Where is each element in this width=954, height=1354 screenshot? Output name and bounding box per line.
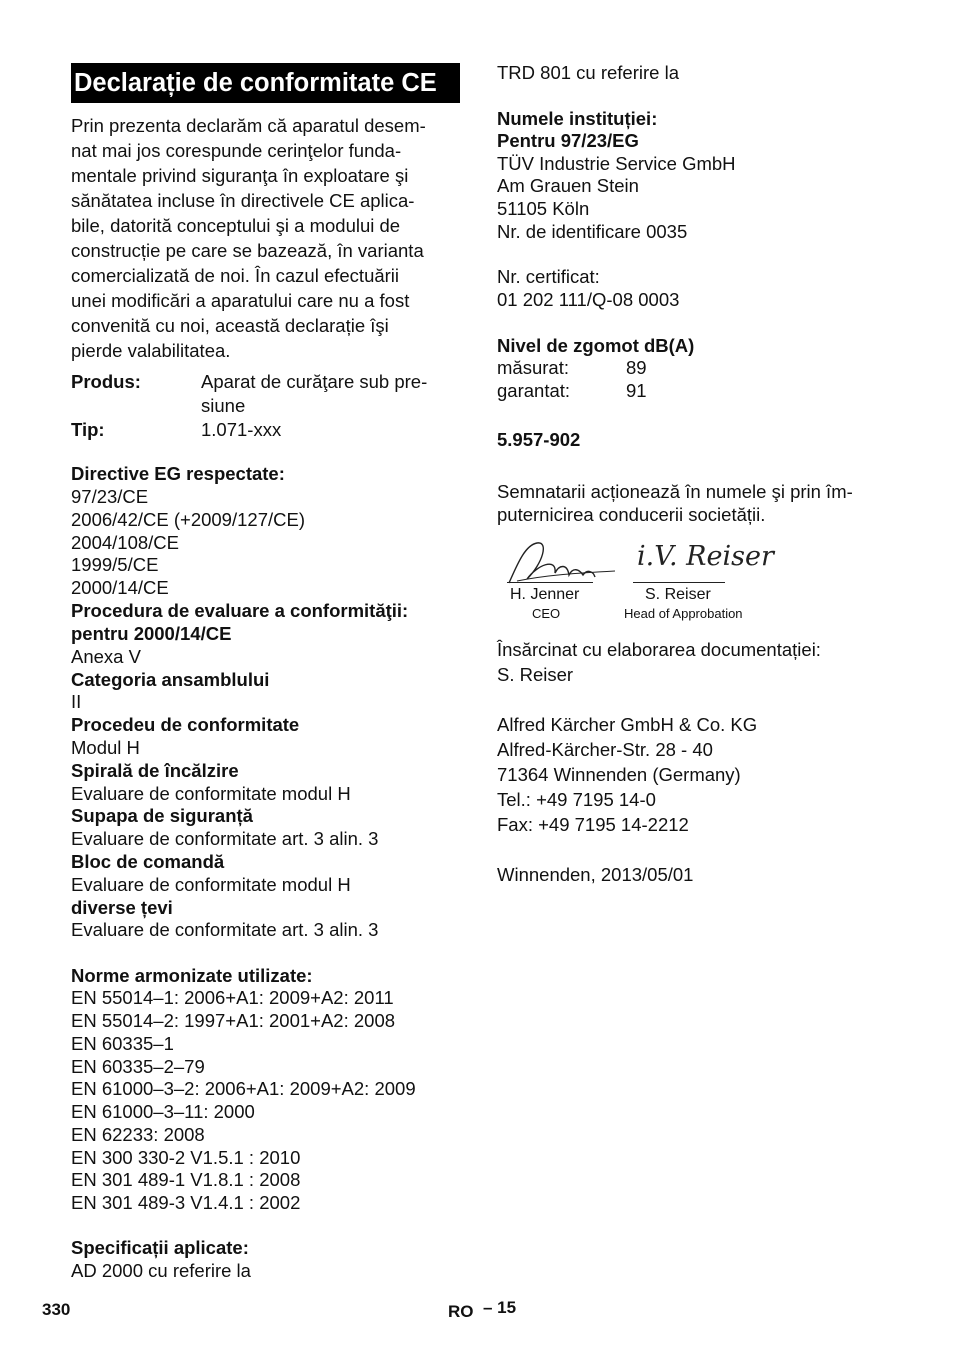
text-line: Winnenden, 2013/05/01: [497, 864, 694, 885]
product-value: [201, 370, 461, 418]
intro-line: pierde valabilitatea.: [71, 340, 231, 361]
text-line: Modul H: [71, 737, 140, 758]
text-line: AD 2000 cu referire la: [71, 1260, 251, 1281]
text-line: TRD 801 cu referire la: [497, 62, 679, 83]
text-line: TÜV Industrie Service GmbH: [497, 153, 736, 174]
signature-name-left: H. Jenner: [510, 586, 580, 603]
text-line: Alfred-Kärcher-Str. 28 - 40: [497, 739, 713, 760]
noise-guaranteed-value: 91: [626, 380, 647, 401]
type-label: Tip:: [71, 419, 105, 440]
section-heading: Pentru 97/23/EG: [497, 130, 639, 151]
product-value-line: Aparat de curăţare sub pre-: [201, 371, 428, 392]
section-page-number: – 15: [483, 1298, 517, 1317]
text-line: 51105 Köln: [497, 198, 590, 219]
text-line: Am Grauen Stein: [497, 175, 639, 196]
text-line: Alfred Kärcher GmbH & Co. KG: [497, 714, 758, 735]
text-line: II: [71, 691, 82, 712]
intro-line: comercializată de noi. În cazul efectuării: [71, 265, 400, 286]
section-heading: Nivel de zgomot dB(A): [497, 335, 695, 356]
page-number: 330: [42, 1300, 71, 1319]
text-line: EN 61000–3–2: 2006+A1: 2009+A2: 2009: [71, 1078, 416, 1099]
signature-line-left: [507, 582, 593, 583]
section-heading: Norme armonizate utilizate:: [71, 965, 313, 986]
intro-line: bile, datorită conceptului şi a modului de: [71, 215, 401, 236]
section-heading: Directive EG respectate:: [71, 463, 285, 484]
text-line: EN 62233: 2008: [71, 1124, 205, 1145]
intro-line: convenită cu noi, această declarație îşi: [71, 315, 389, 336]
signature-block: [497, 535, 917, 625]
product-label: Produs:: [71, 371, 141, 392]
text-line: Nr. certificat:: [497, 266, 600, 287]
intro-line: Prin prezenta declarăm că aparatul desem-: [71, 115, 426, 136]
text-line: 01 202 111/Q-08 0003: [497, 289, 680, 310]
section-heading: Bloc de comandă: [71, 851, 225, 872]
type-value: 1.071-xxx: [201, 419, 282, 440]
section-heading: pentru 2000/14/CE: [71, 623, 232, 644]
text-line: Însărcinat cu elaborarea documentației:: [497, 639, 821, 660]
text-line: EN 61000–3–11: 2000: [71, 1101, 255, 1122]
text-line: Fax: +49 7195 14-2212: [497, 814, 689, 835]
page-title: Declarație de conformitate CE: [71, 63, 460, 103]
text-line: 1999/5/CE: [71, 554, 159, 575]
section-heading: Procedeu de conformitate: [71, 714, 300, 735]
text-line: 2000/14/CE: [71, 577, 169, 598]
signature-role-right: Head of Approbation: [624, 606, 743, 621]
text-line: 2004/108/CE: [71, 532, 180, 553]
text-line: EN 301 489-1 V1.8.1 : 2008: [71, 1169, 301, 1190]
noise-measured-value: 89: [626, 357, 647, 378]
text-line: 2006/42/CE (+2009/127/CE): [71, 509, 305, 530]
text-line: puternicirea conducerii societății.: [497, 504, 766, 525]
signature-handwriting-right: i.V. Reiser: [637, 541, 774, 572]
intro-line: mentale privind siguranţa în exploatare şi: [71, 165, 409, 186]
section-heading: Specificații aplicate:: [71, 1237, 249, 1258]
text-line: EN 301 489-3 V1.4.1 : 2002: [71, 1192, 301, 1213]
noise-measured-label: măsurat:: [497, 357, 569, 378]
section-heading: Spirală de încălzire: [71, 760, 239, 781]
text-line: 71364 Winnenden (Germany): [497, 764, 741, 785]
intro-line: unei modificări a aparatului care nu a fost: [71, 290, 410, 311]
text-line: Semnatarii acționează în numele şi prin îm-: [497, 481, 853, 502]
signature-name-right: S. Reiser: [645, 586, 711, 603]
signature-line-right: [633, 582, 725, 583]
section-heading: Numele instituției:: [497, 108, 658, 129]
text-line: EN 300 330-2 V1.5.1 : 2010: [71, 1147, 301, 1168]
text-line: 97/23/CE: [71, 486, 149, 507]
section-heading: Supapa de siguranță: [71, 805, 253, 826]
product-value-line: siune: [201, 395, 246, 416]
text-line: Evaluare de conformitate art. 3 alin. 3: [71, 828, 379, 849]
section-heading: Procedura de evaluare a conformităţii:: [71, 600, 409, 621]
section-heading: 5.957-902: [497, 429, 581, 450]
intro-line: sănătatea incluse în directivele CE aplica-: [71, 190, 415, 211]
text-line: Evaluare de conformitate art. 3 alin. 3: [71, 919, 379, 940]
section-heading: diverse țevi: [71, 897, 173, 918]
text-line: EN 55014–1: 2006+A1: 2009+A2: 2011: [71, 987, 394, 1008]
text-line: EN 55014–2: 1997+A1: 2001+A2: 2008: [71, 1010, 396, 1031]
section-heading: Categoria ansamblului: [71, 669, 270, 690]
text-line: Evaluare de conformitate modul H: [71, 783, 351, 804]
noise-guaranteed-label: garantat:: [497, 380, 571, 401]
intro-line: construcție pe care se bazează, în varianta: [71, 240, 424, 261]
text-line: EN 60335–1: [71, 1033, 174, 1054]
text-line: EN 60335–2–79: [71, 1056, 205, 1077]
text-line: S. Reiser: [497, 664, 574, 685]
language-code: RO: [448, 1302, 474, 1321]
text-line: Evaluare de conformitate modul H: [71, 874, 351, 895]
intro-line: nat mai jos corespunde cerinţelor funda-: [71, 140, 402, 161]
text-line: Nr. de identificare 0035: [497, 221, 688, 242]
text-line: Anexa V: [71, 646, 141, 667]
signature-role-left: CEO: [532, 606, 561, 621]
text-line: Tel.: +49 7195 14-0: [497, 789, 656, 810]
